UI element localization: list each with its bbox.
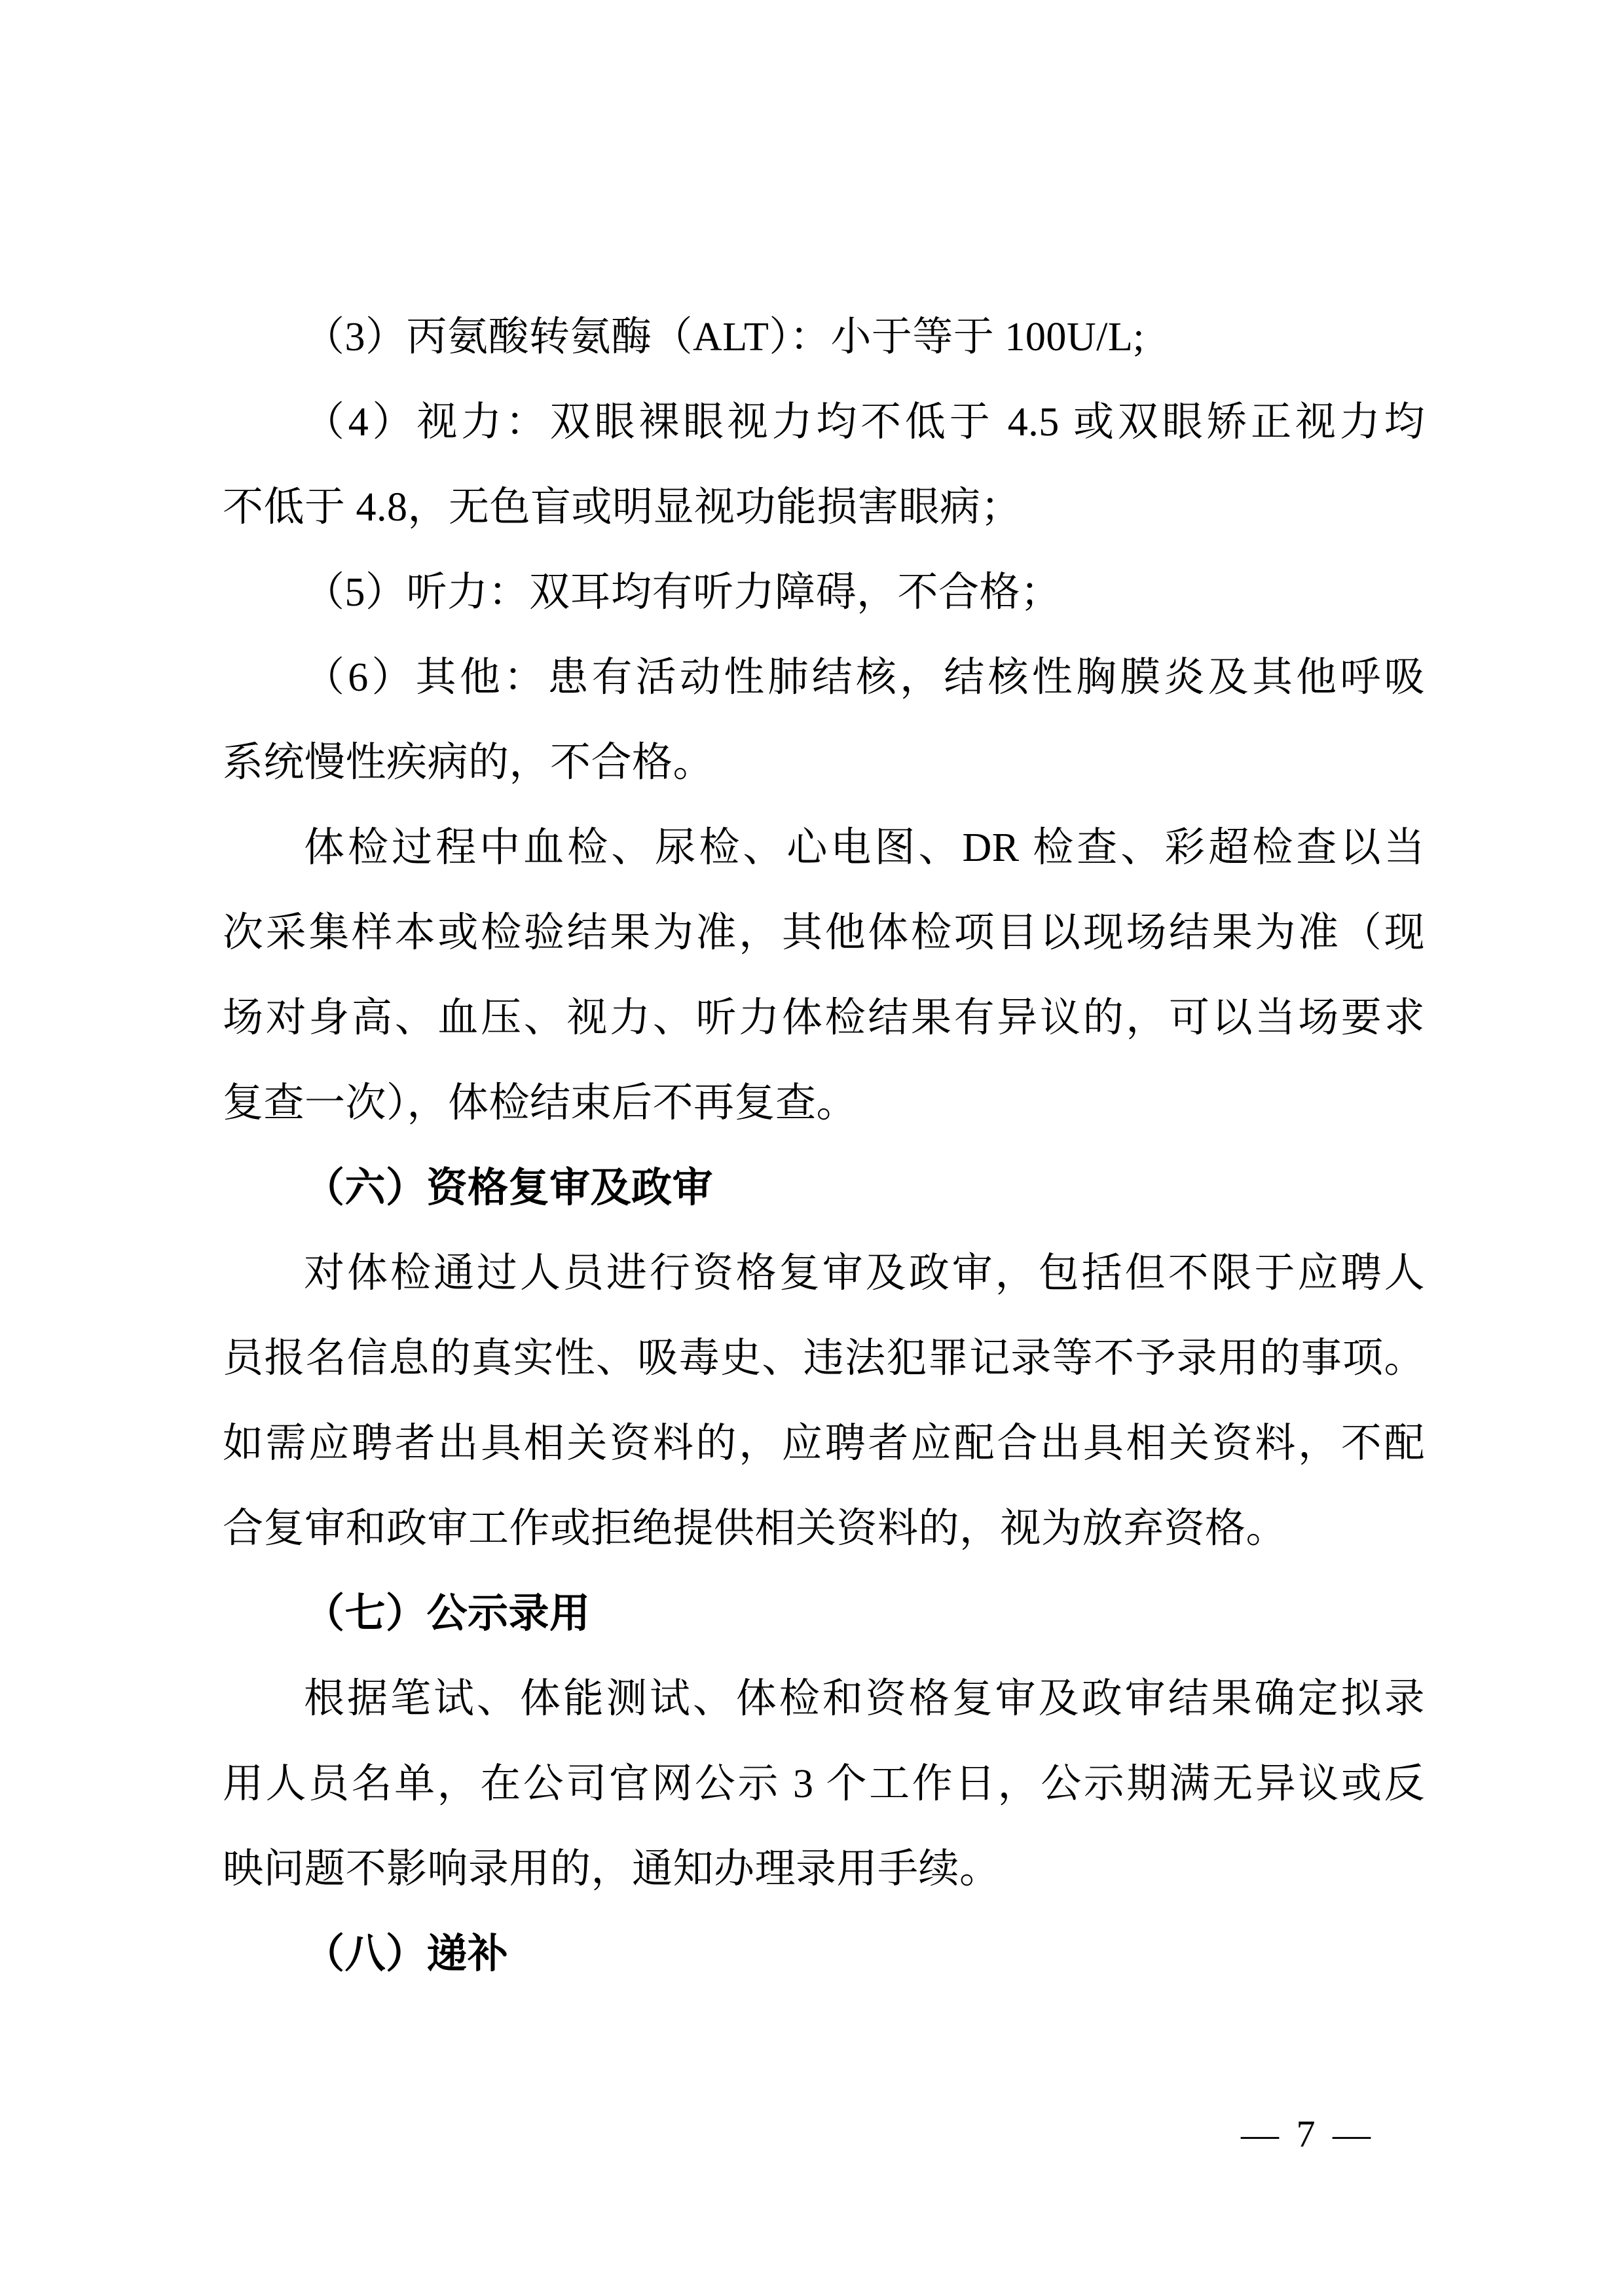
document-body: [223, 295, 1425, 1997]
section-heading-replacement: （八）递补: [304, 1932, 509, 1977]
text-line: （3）丙氨酸转氨酶（ALT）：小于等于 100U/L;: [304, 315, 1145, 359]
text-line: 体检过程中血检、尿检、心电图、DR 检查、彩超检查以当: [304, 826, 1425, 870]
text-line: 次采集样本或检验结果为准，其他体检项目以现场结果为准（现: [223, 911, 1425, 955]
section-heading-public-announcement: （七）公示录用: [304, 1592, 591, 1636]
text-line: 复查一次），体检结束后不再复查。: [223, 1081, 858, 1125]
text-line: 如需应聘者出具相关资料的，应聘者应配合出具相关资料，不配: [223, 1421, 1425, 1466]
text-line: 根据笔试、体能测试、体检和资格复审及政审结果确定拟录: [304, 1677, 1425, 1721]
text-line: 对体检通过人员进行资格复审及政审，包括但不限于应聘人: [304, 1251, 1425, 1296]
text-line: （4）视力：双眼裸眼视力均不低于 4.5 或双眼矫正视力均: [304, 400, 1425, 445]
text-line: 合复审和政审工作或拒绝提供相关资料的，视为放弃资格。: [223, 1506, 1287, 1551]
text-line: 系统慢性疾病的，不合格。: [223, 740, 714, 785]
text-line: （5）听力：双耳均有听力障碍，不合格；: [304, 570, 1061, 615]
page-number: — 7 —: [1241, 2113, 1375, 2155]
section-heading-qualification-review: （六）资格复审及政审: [304, 1166, 714, 1211]
text-line: 用人员名单，在公司官网公示 3 个工作日，公示期满无异议或反: [223, 1762, 1425, 1806]
text-line: （6）其他：患有活动性肺结核，结核性胸膜炎及其他呼吸: [304, 655, 1425, 700]
text-line: 不低于 4.8，无色盲或明显视功能损害眼病；: [223, 485, 1022, 530]
text-line: 映问题不影响录用的，通知办理录用手续。: [223, 1847, 1001, 1891]
text-line: 场对身高、血压、视力、听力体检结果有异议的，可以当场要求: [223, 996, 1425, 1040]
text-line: 员报名信息的真实性、吸毒史、违法犯罪记录等不予录用的事项。: [223, 1336, 1425, 1381]
